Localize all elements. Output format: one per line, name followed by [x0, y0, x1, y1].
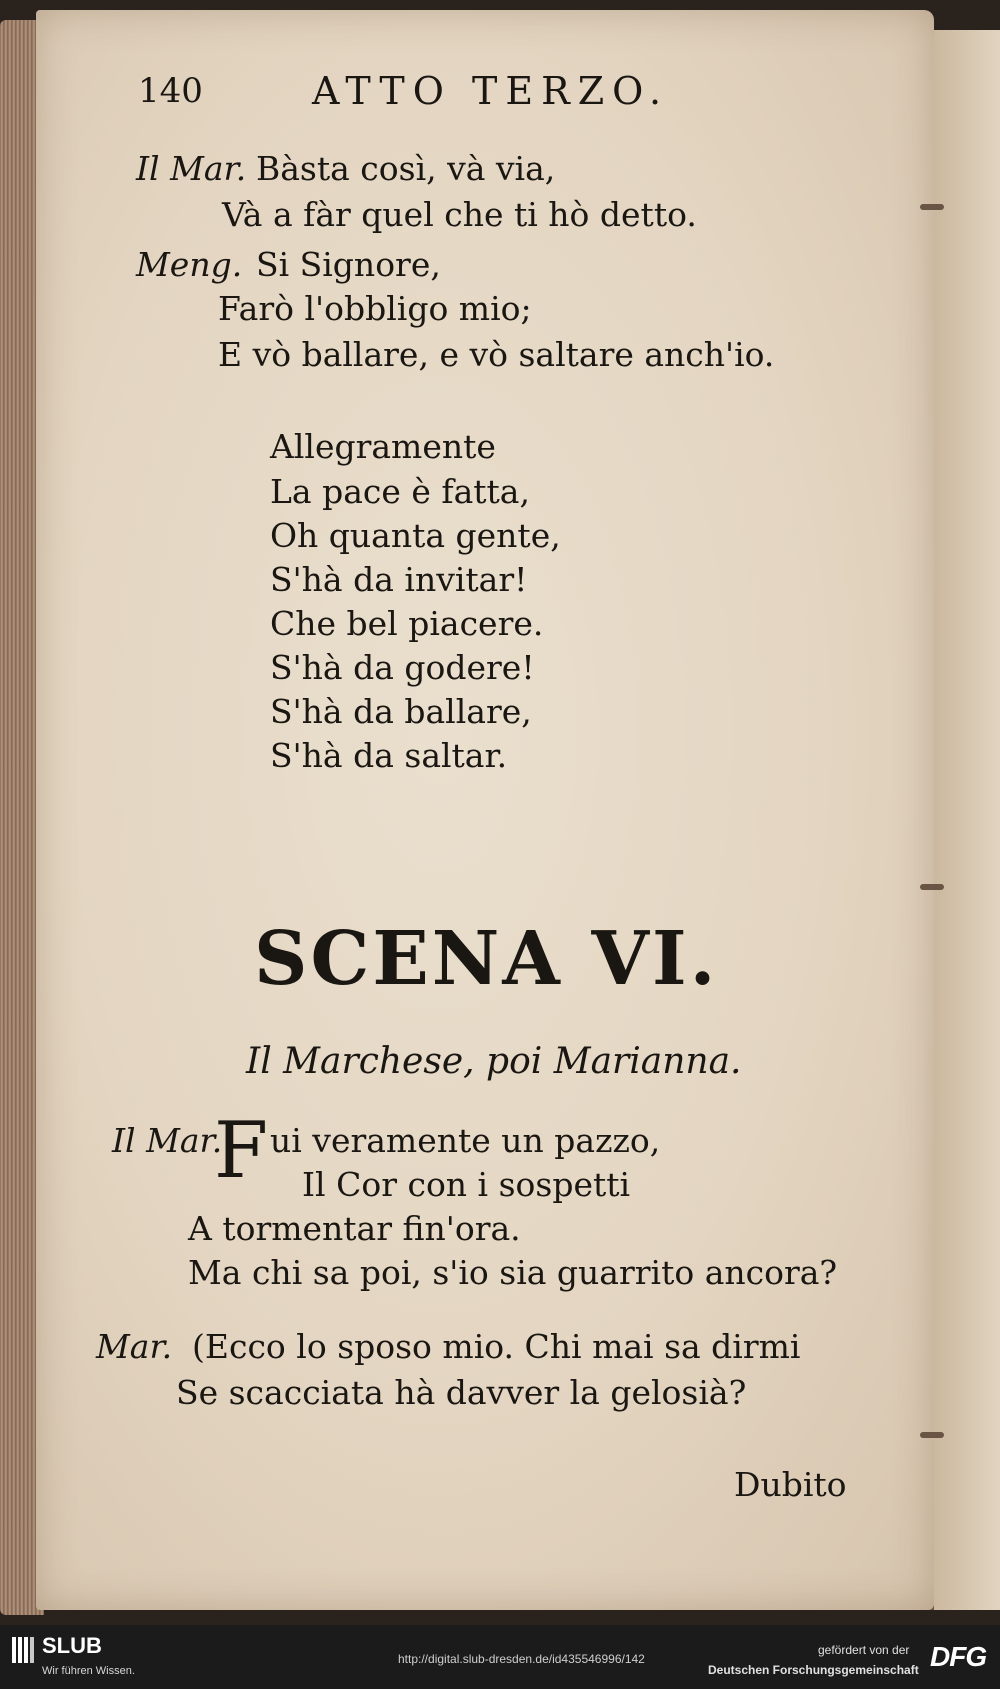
speaker-mar: Mar.: [96, 1327, 173, 1366]
library-tagline: Wir führen Wissen.: [42, 1665, 135, 1677]
song-line: S'hà da godere!: [270, 648, 535, 687]
scene-subtitle: Il Marchese, poi Marianna.: [246, 1041, 742, 1082]
song-line: Oh quanta gente,: [270, 516, 561, 555]
dialogue-line: Bàsta così, và via,: [256, 149, 556, 188]
song-line: Che bel piacere.: [270, 604, 544, 643]
funding-line-1: gefördert von der: [818, 1643, 910, 1657]
funding-line-2: Deutschen Forschungsgemeinschaft: [708, 1663, 919, 1677]
catchword: Dubito: [734, 1465, 847, 1504]
dialogue-line: Và a fàr quel che ti hò detto.: [222, 195, 697, 234]
dialogue-line: ui veramente un pazzo,: [270, 1121, 661, 1160]
slub-book-icon: [12, 1637, 34, 1663]
dialogue-line: Farò l'obbligo mio;: [218, 289, 532, 328]
speaker-il-mar: Il Mar.: [112, 1121, 223, 1160]
dialogue-line: A tormentar fin'ora.: [188, 1209, 521, 1248]
binding-stitch: [920, 204, 944, 210]
scene-title: SCENA VI.: [254, 916, 719, 1002]
dialogue-line: Il Cor con i sospetti: [302, 1165, 631, 1204]
speaker-meng: Meng.: [136, 245, 243, 284]
facing-page-edge: [934, 30, 1000, 1610]
binding-stitch: [920, 1432, 944, 1438]
song-line: La pace è fatta,: [270, 472, 530, 511]
dialogue-line: Se scacciata hà davver la gelosià?: [176, 1373, 747, 1412]
dfg-logo[interactable]: DFG: [930, 1641, 987, 1672]
dialogue-line: Si Signore,: [256, 245, 441, 284]
song-line: S'hà da invitar!: [270, 560, 528, 599]
dialogue-line: E vò ballare, e vò saltare anch'io.: [218, 335, 775, 374]
dialogue-line: Ma chi sa poi, s'io sia guarrito ancora?: [188, 1253, 838, 1292]
speaker-il-mar: Il Mar.: [136, 149, 247, 188]
song-line: S'hà da saltar.: [270, 736, 508, 775]
page-number: 140: [138, 71, 203, 111]
permalink[interactable]: http://digital.slub-dresden.de/id435546996/142: [398, 1652, 645, 1666]
song-line: Allegramente: [270, 427, 496, 466]
running-head: ATTO TERZO.: [312, 69, 670, 113]
library-name[interactable]: SLUB: [42, 1633, 102, 1658]
viewer-footer: [0, 1625, 1000, 1689]
dialogue-line: (Ecco lo sposo mio. Chi mai sa dirmi: [192, 1327, 801, 1366]
binding-stitch: [920, 884, 944, 890]
drop-cap: F: [214, 1106, 269, 1196]
song-line: S'hà da ballare,: [270, 692, 532, 731]
